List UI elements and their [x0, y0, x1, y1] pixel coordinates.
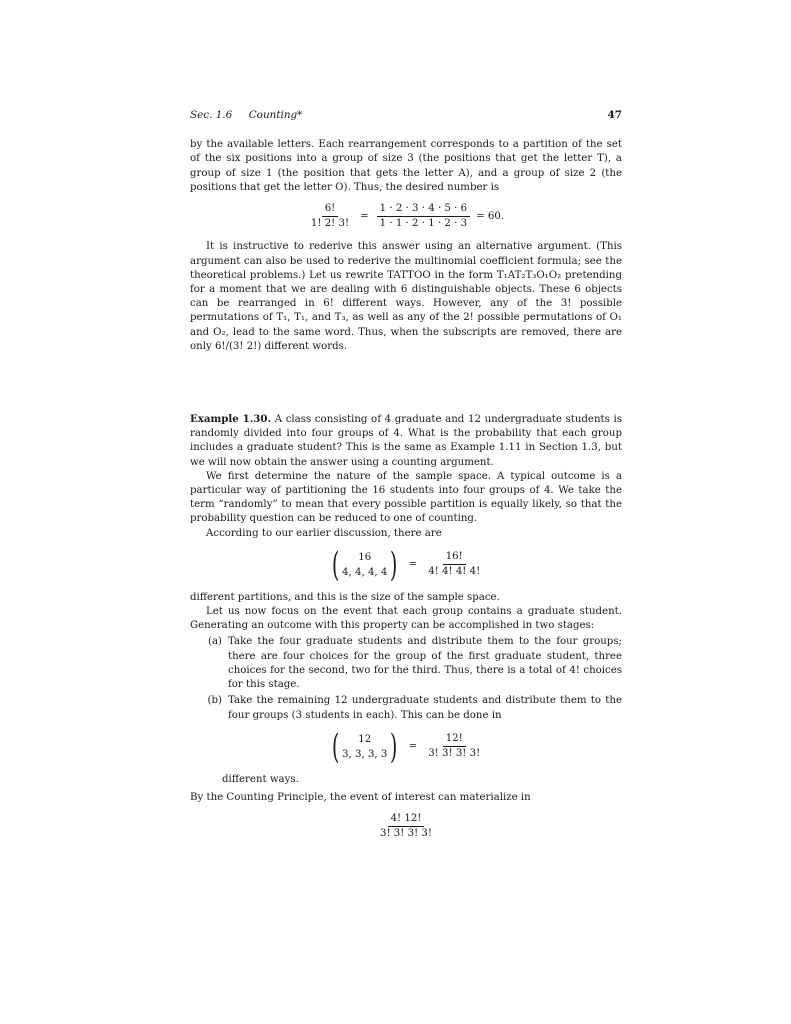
fraction-denominator: 3! 3! 3! 3! [428, 748, 481, 760]
fraction-denominator: 1! 2! 3! [310, 218, 350, 230]
equals-sign: = [408, 558, 418, 570]
equals-sign: = [408, 740, 418, 752]
equation-tattoo [190, 202, 622, 231]
fraction-denominator: 4! 4! 4! 4! [428, 566, 481, 578]
multinomial-coefficient: ( 16 4, 4, 4, 4 ) [331, 544, 398, 585]
fraction-denominator: 1 · 1 · 2 · 1 · 2 · 3 [379, 218, 468, 230]
list-text: Take the remaining 12 undergraduate students and distribute them to the four groups (3 students in each). This can be done in [228, 695, 622, 721]
example-paragraph: Example 1.30. A class consisting of 4 graduate and 12 undergraduate students is randomly divided into four groups of 4. What is the probability that each group includes a graduate student? This is the same as Example 1.11 in Section 1.3, but we will now obtain the answer using a counting argument. [190, 413, 622, 468]
equation-count [190, 812, 622, 841]
list-item [190, 635, 622, 692]
header-section: Sec. 1.6 Counting* [190, 109, 303, 121]
running-header [190, 108, 622, 122]
paragraph: by the available letters. Each rearrangement corresponds to a partition of the set of the six positions into a group of size 3 (the positions that get the letter T), a group of size 1 (the position that gets the letter A), and a group of size 2 (the positions that get the letter O). Thus, the desired number is [190, 139, 622, 193]
equation-result: = 60. [476, 210, 505, 222]
fraction-numerator: 12! [443, 732, 466, 747]
paragraph: different ways. [222, 773, 299, 785]
example-label: Example 1.30. [190, 413, 272, 426]
paragraph: According to our earlier discussion, there are [206, 527, 442, 539]
page-content [190, 108, 622, 851]
paragraph: We first determine the nature of the sample space. A typical outcome is a particular way of partitioning the 16 students into four groups of 4. We take the term “randomly” to mean that every possible partition is equally likely, so that the probability question can be reduced to one of counting. [190, 470, 622, 525]
fraction-denominator: 3! 3! 3! 3! [379, 828, 433, 840]
list-item [190, 694, 622, 722]
fraction-numerator: 6! [322, 202, 339, 217]
fraction-numerator: 1 · 2 · 3 · 4 · 5 · 6 [377, 202, 470, 217]
paragraph: It is instructive to rederive this answer using an alternative argument. (This argument can also be used to rederive the multinomial coefficient formula; see the theoretical problems.) Let us rewrite TATTOO in the form T₁AT₂T₃O₁O₂ pretending for a moment that we are dealing with 6 distinguishable objects. These 6 objects can be rearranged in 6! different ways. However, any of the 3! possible permutations of T₁, T₁, and T₃, as well as any of the 2! possible permutations of O₁ and O₂, lead to the same word. Thus, when the subscripts are removed, there are only 6!/(3! 2!) different words. [190, 241, 622, 352]
fraction-numerator: 4! 12! [388, 812, 425, 827]
fraction-numerator: 16! [443, 550, 466, 565]
multinomial-coefficient: ( 12 3, 3, 3, 3 ) [331, 726, 398, 767]
equals-sign: = [360, 210, 369, 222]
list-label: (b) [207, 695, 222, 707]
list-label: (a) [207, 636, 222, 648]
paragraph: different partitions, and this is the size of the sample space. [190, 591, 500, 603]
paragraph: Let us now focus on the event that each group contains a graduate student. Generating an outcome with this property can be accomplished in two stages: [190, 606, 622, 632]
equation-multinomial-12 [190, 726, 622, 767]
equation-multinomial-16 [190, 544, 622, 585]
paragraph: By the Counting Principle, the event of interest can materialize in [190, 791, 531, 803]
list-text: Take the four graduate students and distribute them to the four groups; there are four choices for the group of the first graduate student, three choices for the second, two for the third. Thus, there is a total of 4! choices for this stage. [228, 636, 622, 691]
page-number: 47 [607, 109, 622, 121]
